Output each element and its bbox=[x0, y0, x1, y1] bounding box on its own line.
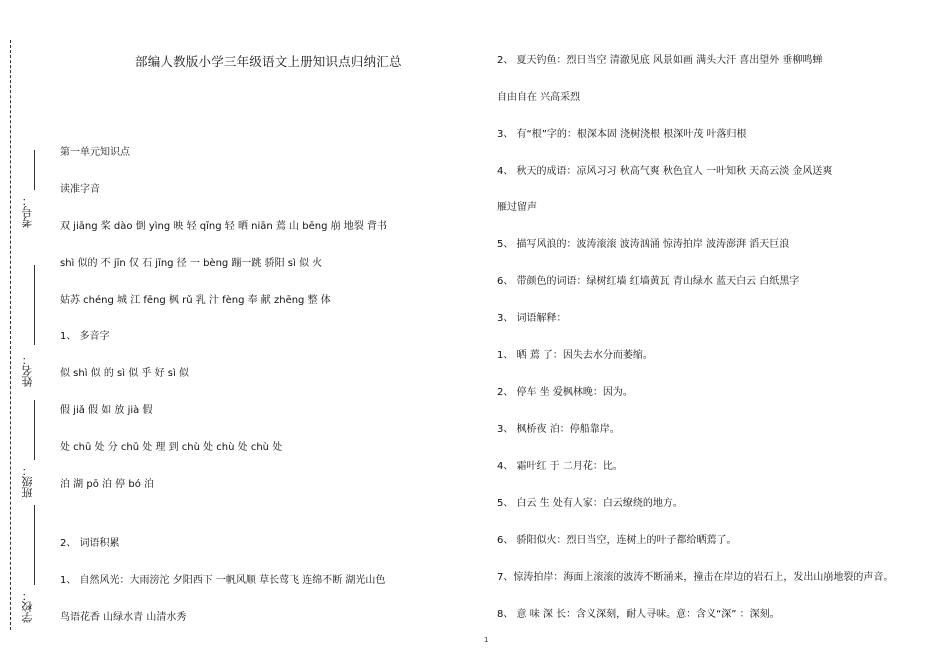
name-field bbox=[20, 265, 48, 395]
text-line: 自由自在 兴高采烈 bbox=[497, 92, 581, 103]
text-line: 2、 夏天钓鱼：烈日当空 清澈见底 风景如画 满头大汗 喜出望外 垂柳鸣蝉 bbox=[497, 55, 823, 66]
exam-number-label: 考号： bbox=[21, 195, 34, 229]
text-line: 似 shì 似 的 sì 似 乎 好 sì 似 bbox=[60, 368, 189, 379]
text-line: 3、 枫桥夜 泊：停船靠岸。 bbox=[497, 424, 620, 435]
class-label: 班级： bbox=[21, 465, 34, 499]
text-line: 5、 白云 生 处有人家：白云缭绕的地方。 bbox=[497, 498, 683, 509]
exam-number-field bbox=[20, 150, 48, 230]
text-line: 8、 意 味 深 长：含义深刻，耐人寻味。意：含义“深” ：深刻。 bbox=[497, 609, 780, 620]
text-line: 3、 词语解释： bbox=[497, 313, 567, 324]
text-line: 鸟语花香 山绿水青 山清水秀 bbox=[60, 612, 187, 623]
binding-margin bbox=[0, 40, 56, 640]
text-line: 4、 霜叶红 于 二月花：比。 bbox=[497, 461, 623, 472]
text-line: 处 chū 处 分 chǔ 处 理 到 chù 处 chù 处 chù 处 bbox=[60, 442, 283, 453]
text-line: 第一单元知识点 bbox=[60, 147, 130, 158]
page-number: 1 bbox=[484, 636, 489, 644]
text-line: 2、 词语积累 bbox=[60, 538, 120, 549]
field-line bbox=[34, 150, 35, 190]
school-field bbox=[20, 505, 48, 625]
class-field bbox=[20, 400, 48, 500]
text-line: 1、 晒 蔫 了：因失去水分而萎缩。 bbox=[497, 350, 653, 361]
text-line: 双 jiāng 桨 dào 倒 yìng 映 轻 qīng 轻 晒 niān 蔫 山 bēng 崩 地裂 背书 bbox=[60, 221, 387, 232]
field-line bbox=[34, 265, 35, 345]
text-line: 4、 秋天的成语：凉风习习 秋高气爽 秋色宜人 一叶知秋 天高云淡 金风送爽 bbox=[497, 166, 833, 177]
text-line: 7、惊涛拍岸：海面上滚滚的波涛不断涌来，撞击在岸边的岩石上，发出山崩地裂的声音。 bbox=[497, 572, 894, 583]
text-line: 6、 骄阳似火：烈日当空，连树上的叶子都给晒蔫了。 bbox=[497, 535, 737, 546]
text-line: 1、 自然风光：大雨滂沱 夕阳西下 一帆风顺 草长莺飞 连绵不断 湖光山色 bbox=[60, 575, 386, 586]
text-line: 雁过留声 bbox=[497, 202, 537, 213]
text-line: 3、 有“根”字的：根深本固 浇树浇根 根深叶茂 叶落归根 bbox=[497, 129, 747, 140]
name-label: 姓名： bbox=[21, 354, 34, 388]
text-line: 假 jiǎ 假 如 放 jià 假 bbox=[60, 405, 153, 416]
field-line bbox=[34, 400, 35, 460]
text-line: shì 似的 不 jīn 仅 石 jīng 径 一 bèng 蹦一跳 骄阳 sì 似 火 bbox=[60, 258, 323, 269]
binding-dashed-line bbox=[10, 40, 11, 630]
text-line: 6、 带颜色的词语：绿树红墙 红墙黄瓦 青山绿水 蓝天白云 白纸黑字 bbox=[497, 276, 800, 287]
text-line: 5、 描写风浪的：波涛滚滚 波涛汹涌 惊涛拍岸 波涛澎湃 滔天巨浪 bbox=[497, 239, 790, 250]
field-line bbox=[34, 505, 35, 585]
text-line: 2、 停车 坐 爱枫林晚：因为。 bbox=[497, 387, 633, 398]
text-line: 泊 湖 pō 泊 停 bó 泊 bbox=[60, 479, 155, 490]
school-label: 学校： bbox=[21, 590, 34, 624]
page-title: 部编人教版小学三年级语文上册知识点归纳汇总 bbox=[135, 54, 402, 69]
text-line: 1、 多音字 bbox=[60, 331, 110, 342]
text-line: 读准字音 bbox=[60, 184, 100, 195]
text-line: 姑苏 chéng 城 江 fēng 枫 rǔ 乳 汁 fèng 奉 献 zhēng 整 体 bbox=[60, 295, 331, 306]
